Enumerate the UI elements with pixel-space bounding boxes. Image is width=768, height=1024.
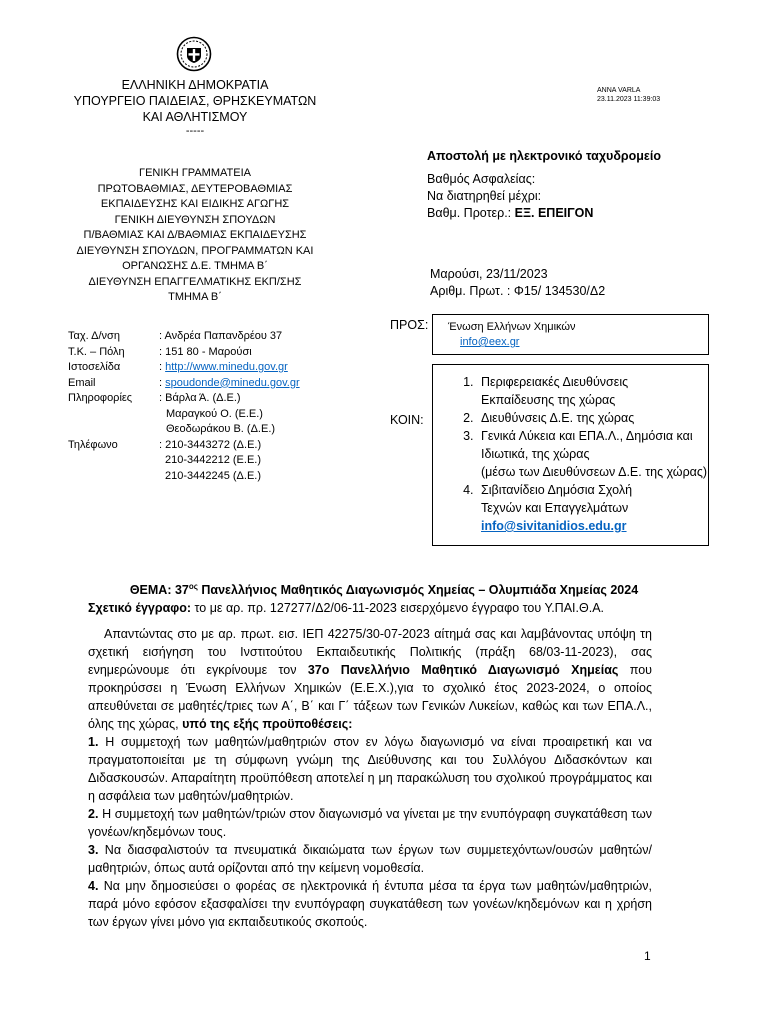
to-email-link[interactable]: info@eex.gr [460, 336, 520, 348]
phone-number: 210-3442245 (Δ.Ε.) [165, 469, 262, 482]
condition-4: 4. Να μην δημοσιεύσει ο φορέας σε ηλεκτρονικά ή έντυπα μέσα τα έργα των μαθητών/μαθητριών, παρά μόνο εφόσον εξασφαλίσει την ενυπόγραφη συγκατάθεση των γονέων/κηδεμόνων και η χρήση των έργων γίνει μόνο για εκπαιδευτικούς σκοπούς. [88, 879, 652, 929]
ministry-line2: ΚΑΙ ΑΘΛΗΤΙΣΜΟΥ [142, 110, 248, 124]
page-number: 1 [644, 949, 651, 963]
web-label: Ιστοσελίδα [68, 361, 121, 373]
sending-title: Αποστολή με ηλεκτρονικό ταχυδρομείο [427, 149, 661, 163]
contact-labels [68, 329, 132, 453]
condition-1: 1. Η συμμετοχή των μαθητών/μαθητριών στον εν λόγω διαγωνισμό να είναι προαιρετική και να πραγματοποιείται με τη σύμφωνη γνώμη της Διεύθυνσης και του Συλλόγου Διδασκόντων και Διδασκουσών. Απαραίτητη προϋπόθεση αποτελεί η μη παρακώλυση του σχολικού προγράμματος και η ασφάλεια των μαθητών/μαθητριών. [88, 735, 652, 803]
dept-line: ΓΕΝΙΚΗ ΓΡΑΜΜΑΤΕΙΑ [139, 167, 251, 179]
ministry-line1: ΥΠΟΥΡΓΕΙΟ ΠΑΙΔΕΙΑΣ, ΘΡΗΣΚΕΥΜΑΤΩΝ [73, 94, 317, 108]
city-value: : 151 80 - Μαρούσι [159, 345, 252, 358]
phone-number: 210-3442212 (Ε.Ε.) [165, 454, 262, 466]
cc-item: 3. Γενικά Λύκεια και ΕΠΑ.Λ., Δημόσια και Ιδιωτικά, της χώρας (μέσω των Διευθύνσεων Δ.Ε. της χώρας) [477, 427, 708, 481]
keep-until: Να διατηρηθεί μέχρι: [427, 189, 542, 203]
cc-item: 2. Διευθύνσεις Δ.Ε. της χώρας [477, 409, 708, 427]
to-label: ΠΡΟΣ: [390, 318, 429, 332]
letter-body [88, 625, 652, 931]
info-person: Μαραγκού Ο. (Ε.Ε.) [166, 407, 263, 420]
signature-datetime: 23.11.2023 11:39:03 [597, 96, 661, 103]
place-date: Μαρούσι, 23/11/2023 [430, 267, 548, 281]
condition-2: 2. Η συμμετοχή των μαθητών/τριών στον διαγωνισμό να γίνεται με την ενυπόγραφη συγκατάθεση των γονέων/κηδεμόνων τους. [88, 807, 652, 839]
protocol-number: Αριθμ. Πρωτ. : Φ15/ 134530/Δ2 [430, 284, 606, 298]
info-person: Θεοδωράκου Β. (Δ.Ε.) [166, 423, 276, 435]
cc-list [433, 365, 708, 535]
email-link[interactable]: spoudonde@minedu.gov.gr [165, 376, 300, 389]
dept-line: ΟΡΓΑΝΩΣΗΣ Δ.Ε. ΤΜΗΜΑ Β΄ [122, 260, 268, 272]
greek-emblem-icon [176, 36, 212, 72]
related-document: Σχετικό έγγραφο: το με αρ. πρ. 127277/Δ2/06-11-2023 εισερχόμενο έγγραφο του Υ.ΠΑΙ.Θ.Α. [88, 601, 604, 615]
sivitanidios-email-link[interactable]: info@sivitanidios.edu.gr [481, 519, 627, 533]
republic-title: ΕΛΛΗΝΙΚΗ ΔΗΜΟΚΡΑΤΙΑ [121, 78, 269, 92]
contact-values: : Ανδρέα Παπανδρέου 37 : 151 80 - Μαρούσι : http://www.minedu.gov.gr : spoudonde@minedu.gov.gr : Βάρλα Ά. (Δ.Ε.) Μαραγκού Ο. (Ε.Ε.) Θεοδωράκου Β. (Δ.Ε.) : 210-3443272 (Δ.Ε.) 210-3442212 (Ε.Ε.) 210-3442245 (Δ.Ε.) [159, 329, 300, 484]
dept-line: Π/ΒΑΘΜΙΑΣ ΚΑΙ Δ/ΒΑΘΜΙΑΣ ΕΚΠΑΙΔΕΥΣΗΣ [83, 229, 307, 241]
condition-3: 3. Να διασφαλιστούν τα πνευματικά δικαιώματα των έργων των συμμετεχόντων/ουσών μαθητών/μαθητριών, όπως αυτά ορίζονται από την κείμενη νομοθεσία. [88, 843, 652, 875]
intro-paragraph: Απαντώντας στο με αρ. πρωτ. εισ. ΙΕΠ 42275/30-07-2023 αίτημά σας και λαμβάνοντας υπόψη τη σχετική εισήγηση του Ινστιτούτου Εκπαιδευτικής Πολιτικής (πράξη 68/03-11-2023), σας ενημερώνουμε ότι εγκρίνουμε τον 37ο Πανελλήνιο Μαθητικό Διαγωνισμό Χημείας που προκηρύσσει η Ένωση Ελλήνων Χημικών (Ε.Ε.Χ.),για το σχολικό έτος 2023-2024, ο οποίος απευθύνεται σε μαθητές/τριες των Α΄, Β΄ και Γ΄ τάξεων των Γενικών Λυκείων, καθώς και των ΕΠΑ.Λ., όλης της χώρας, υπό της εξής προϋποθέσεις: [88, 627, 652, 731]
classification-block [427, 171, 593, 222]
city-label: Τ.Κ. – Πόλη [68, 345, 125, 358]
info-label: Πληροφορίες [68, 392, 133, 404]
address-label: Ταχ. Δ/νση [68, 330, 120, 342]
priority-value: ΕΞ. ΕΠΕΙΓΟΝ [514, 206, 594, 220]
departments-block [40, 166, 350, 306]
security-level: Βαθμός Ασφαλείας: [427, 172, 536, 186]
website-link[interactable]: http://www.minedu.gov.gr [165, 361, 288, 373]
digital-signature [597, 86, 660, 104]
phone-label: Τηλέφωνο [68, 438, 118, 451]
dept-line: ΔΙΕΥΘΥΝΣΗ ΣΠΟΥΔΩΝ, ΠΡΟΓΡΑΜΜΑΤΩΝ ΚΑΙ [76, 244, 314, 257]
cc-box [432, 364, 709, 546]
subject-line: ΘΕΜΑ: $37^{o\varsigma}$ Πανελλήνιος Μαθητικός Διαγωνισμός Χημείας – Ολυμπιάδα Χημείας 2024 [129, 582, 639, 598]
cc-label: ΚΟΙΝ: [390, 413, 424, 427]
dept-line: ΠΡΩΤΟΒΑΘΜΙΑΣ, ΔΕΥΤΕΡΟΒΑΘΜΙΑΣ [97, 182, 293, 195]
info-person: : Βάρλα Ά. (Δ.Ε.) [159, 392, 241, 404]
priority: Βαθμ. Προτερ.: ΕΞ. ΕΠΕΙΓΟΝ [427, 206, 594, 220]
address-value: : Ανδρέα Παπανδρέου 37 [159, 330, 283, 342]
cc-item: 1. Περιφερειακές Διευθύνσεις Εκπαίδευσης της χώρας [477, 373, 708, 409]
dept-line: ΕΚΠΑΙΔΕΥΣΗΣ ΚΑΙ ΕΙΔΙΚΗΣ ΑΓΩΓΗΣ [100, 198, 290, 210]
email-label: Email [68, 376, 96, 389]
to-box [432, 314, 709, 355]
cc-item: 4. Σιβιτανίδειο Δημόσια Σχολή Τεχνών και Επαγγελμάτων info@sivitanidios.edu.gr [477, 481, 708, 535]
header-dashes: ----- [185, 125, 205, 137]
place-date-block [430, 266, 605, 300]
signature-name: ANNA VARLA [597, 87, 641, 94]
dept-line: ΔΙΕΥΘΥΝΣΗ ΕΠΑΓΓΕΛΜΑΤΙΚΗΣ ΕΚΠ/ΣΗΣ [88, 275, 302, 288]
to-recipient: Ένωση Ελλήνων Χημικών [448, 321, 576, 333]
dept-line: ΤΜΗΜΑ Β΄ [168, 291, 222, 303]
ministry-header [40, 77, 350, 137]
phone-number: : 210-3443272 (Δ.Ε.) [159, 438, 262, 451]
dept-line: ΓΕΝΙΚΗ ΔΙΕΥΘΥΝΣΗ ΣΠΟΥΔΩΝ [114, 213, 276, 226]
